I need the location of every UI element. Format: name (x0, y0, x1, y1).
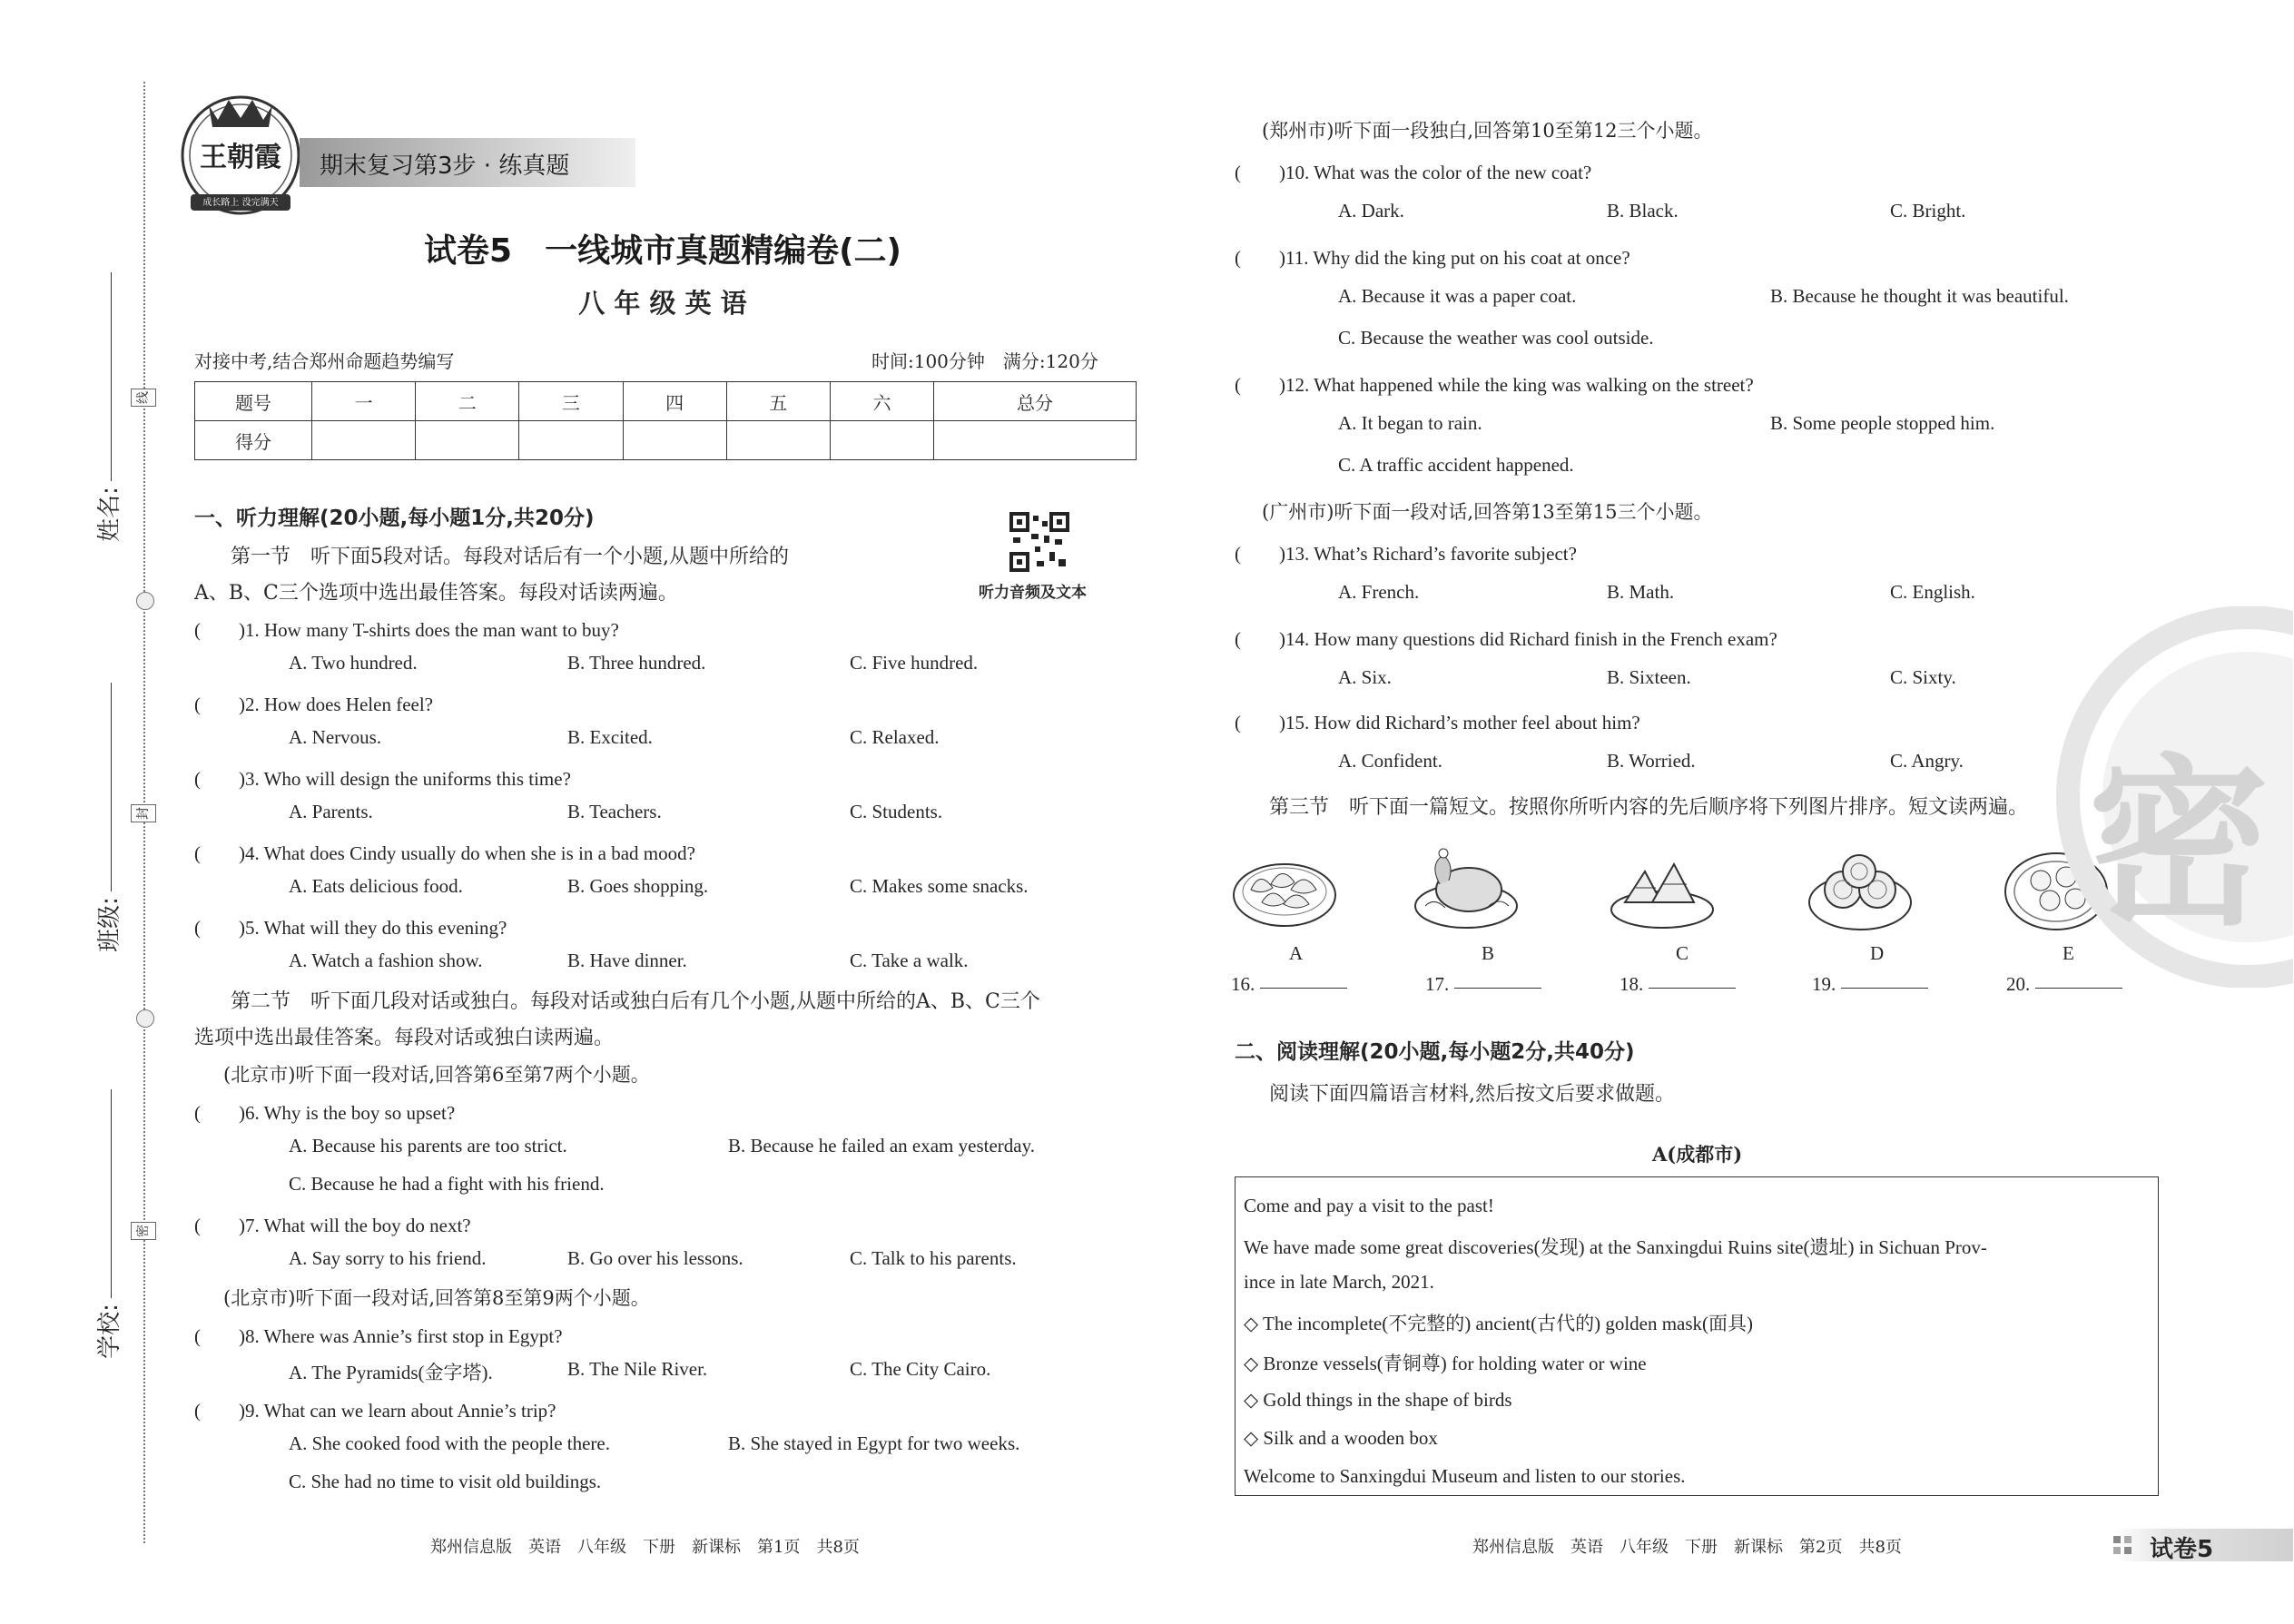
option-c[interactable]: C. Makes some snacks. (850, 875, 1029, 897)
option-c[interactable]: C. The City Cairo. (850, 1358, 991, 1380)
picture-label: A (1289, 942, 1304, 964)
score-table-header (195, 382, 1137, 421)
table-header-cell: 三 (519, 382, 623, 421)
section2-heading: 二、阅读理解(20小题,每小题2分,共40分) (1235, 1040, 1635, 1064)
option-a[interactable]: A. Two hundred. (289, 652, 418, 674)
question-1: ( )1. How many T-shirts does the man want to buy? (194, 619, 619, 641)
blank-line[interactable] (1260, 987, 1347, 989)
option-c[interactable]: C. A traffic accident happened. (1338, 454, 1574, 476)
section1-heading: 一、听力理解(20小题,每小题1分,共20分) (194, 507, 595, 530)
option-c[interactable]: C. Because the weather was cool outside. (1338, 327, 1654, 349)
option-c[interactable]: C. Five hundred. (850, 652, 979, 674)
option-a[interactable]: A. Watch a fashion show. (289, 950, 483, 971)
option-c[interactable]: C. Angry. (1890, 750, 1964, 772)
passage-line: Welcome to Sanxingdui Museum and listen to our stories. (1244, 1465, 1686, 1487)
part3-instruction: 第三节 听下面一篇短文。按照你所听内容的先后顺序将下列图片排序。短文读两遍。 (1269, 796, 2029, 819)
option-a[interactable]: A. Parents. (289, 801, 373, 822)
option-a[interactable]: A. She cooked food with the people there. (289, 1432, 610, 1454)
score-cell[interactable] (416, 421, 519, 460)
score-row-label: 得分 (195, 421, 312, 460)
banner-text: 期末复习第3步 · 练真题 (320, 153, 570, 180)
class-field[interactable] (111, 683, 112, 891)
question-14: ( )14. How many questions did Richard finish in the French exam? (1235, 628, 1777, 650)
question-8: ( )8. Where was Annie’s first stop in Egypt? (194, 1325, 563, 1347)
option-a[interactable]: A. Because it was a paper coat. (1338, 285, 1577, 307)
answer-number: 17. (1425, 973, 1450, 995)
option-c[interactable]: C. Take a walk. (850, 950, 969, 971)
score-cell[interactable] (519, 421, 623, 460)
section2-intro: 阅读下面四篇语言材料,然后按文后要求做题。 (1269, 1083, 1675, 1106)
footer-right: 郑州信息版 英语 八年级 下册 新课标 第2页 共8页 (1472, 1538, 1902, 1557)
answer-number: 16. (1231, 973, 1255, 995)
score-cell[interactable] (623, 421, 726, 460)
answer-number: 18. (1620, 973, 1644, 995)
picture-label: B (1482, 942, 1495, 964)
binding-mark-line: 线 (131, 389, 156, 407)
table-header-cell: 题号 (195, 382, 312, 421)
option-a[interactable]: A. Nervous. (289, 726, 382, 748)
part1-instruction-cont: A、B、C三个选项中选出最佳答案。每段对话读两遍。 (194, 582, 678, 605)
blank-line[interactable] (1454, 987, 1541, 989)
question-15: ( )15. How did Richard’s mother feel about him? (1235, 712, 1640, 733)
option-b[interactable]: B. Teachers. (567, 801, 662, 822)
table-header-cell: 一 (312, 382, 416, 421)
option-c[interactable]: C. Students. (850, 801, 943, 822)
option-c[interactable]: C. English. (1890, 581, 1975, 603)
score-row (195, 421, 1137, 460)
school-label: 学校: (95, 1304, 123, 1359)
answer-blank-19[interactable] (1812, 973, 1928, 996)
option-c[interactable]: C. Relaxed. (850, 726, 940, 748)
option-a[interactable]: A. Say sorry to his friend. (289, 1247, 487, 1269)
paper-subtitle: 八 年 级 英 语 (578, 288, 747, 319)
option-b[interactable]: B. Math. (1607, 581, 1675, 603)
zongzi-icon (1609, 837, 1716, 937)
table-header-cell: 二 (416, 382, 519, 421)
option-b[interactable]: B. Goes shopping. (567, 875, 709, 897)
option-c[interactable]: C. Bright. (1890, 200, 1966, 221)
question-5: ( )5. What will they do this evening? (194, 917, 507, 939)
question-7: ( )7. What will the boy do next? (194, 1215, 471, 1236)
picture-label: E (2063, 942, 2074, 964)
option-b[interactable]: B. Worried. (1607, 750, 1696, 772)
roast-chicken-icon (1413, 837, 1520, 937)
passage-title: A(成都市) (1652, 1143, 1743, 1166)
logo-text: 王朝霞 (200, 142, 281, 173)
part2-instruction: 第二节 听下面几段对话或独白。每段对话或独白后有几个小题,从题中所给的A、B、C三个 (231, 990, 1040, 1013)
name-field[interactable] (111, 272, 112, 481)
logo-subtext: 成长路上 没完满天 (202, 198, 279, 208)
option-b[interactable]: B. Have dinner. (567, 950, 687, 971)
passage-line: ◇ Bronze vessels(青铜尊) for holding water or wine (1244, 1353, 1647, 1374)
option-c[interactable]: C. She had no time to visit old buildings. (289, 1471, 602, 1492)
question-4: ( )4. What does Cindy usually do when she is in a bad mood? (194, 842, 695, 864)
passage-line: ◇ Silk and a wooden box (1244, 1427, 1438, 1449)
intro-13-15: (广州市)听下面一段对话,回答第13至第15三个小题。 (1262, 501, 1713, 523)
table-header-cell: 总分 (934, 382, 1137, 421)
blank-line[interactable] (1649, 987, 1736, 989)
option-c[interactable]: C. Because he had a fight with his friend. (289, 1173, 605, 1195)
binding-mark-seal: 封 (131, 804, 156, 822)
option-b[interactable]: B. Because he failed an exam yesterday. (728, 1135, 1035, 1156)
blank-line[interactable] (1841, 987, 1928, 989)
question-12: ( )12. What happened while the king was walking on the street? (1235, 374, 1754, 396)
option-b[interactable]: B. Sixteen. (1607, 666, 1691, 688)
intro-6-7: (北京市)听下面一段对话,回答第6至第7两个小题。 (223, 1064, 650, 1086)
part2-instruction-cont: 选项中选出最佳答案。每段对话或独白读两遍。 (194, 1027, 615, 1049)
answer-number: 20. (2006, 973, 2031, 995)
table-header-cell: 五 (726, 382, 830, 421)
option-b[interactable]: B. She stayed in Egypt for two weeks. (728, 1432, 1020, 1454)
class-label: 班级: (95, 897, 123, 952)
option-a[interactable]: A. It began to rain. (1338, 412, 1482, 434)
binding-mark-secret: 密 (131, 1222, 156, 1240)
answer-blank-17[interactable] (1425, 973, 1541, 996)
question-13: ( )13. What’s Richard’s favorite subject? (1235, 543, 1577, 565)
qr-code-icon[interactable] (1009, 512, 1069, 572)
answer-blank-16[interactable] (1231, 973, 1347, 996)
passage-line: ◇ The incomplete(不完整的) ancient(古代的) golden mask(面具) (1244, 1313, 1754, 1334)
question-10: ( )10. What was the color of the new coat? (1235, 162, 1592, 183)
option-b[interactable]: B. Go over his lessons. (567, 1247, 743, 1269)
option-b[interactable]: B. Excited. (567, 726, 653, 748)
score-table (194, 381, 1137, 460)
time-score: 时间:100分钟 满分:120分 (871, 350, 1098, 372)
part1-instruction: 第一节 听下面5段对话。每段对话后有一个小题,从题中所给的 (231, 546, 789, 568)
passage-line: We have made some great discoveries(发现) at the Sanxingdui Ruins site(遗址) in Sichuan Prov- (1244, 1236, 1987, 1258)
qr-caption: 听力音频及文本 (979, 584, 1087, 602)
question-9: ( )9. What can we learn about Annie’s trip? (194, 1400, 556, 1422)
option-b[interactable]: B. Black. (1607, 200, 1679, 221)
score-cell[interactable] (312, 421, 416, 460)
question-6: ( )6. Why is the boy so upset? (194, 1102, 456, 1124)
binding-hole (136, 592, 154, 610)
dots-icon (2112, 1532, 2137, 1558)
option-b[interactable]: B. Because he thought it was beautiful. (1770, 285, 2069, 307)
passage-line: Come and pay a visit to the past! (1244, 1195, 1494, 1216)
option-a[interactable]: A. The Pyramids(金字塔). (289, 1362, 493, 1383)
footer-left: 郑州信息版 英语 八年级 下册 新课标 第1页 共8页 (430, 1538, 860, 1557)
picture-label: C (1676, 942, 1689, 964)
option-b[interactable]: B. The Nile River. (567, 1358, 708, 1380)
option-c[interactable]: C. Talk to his parents. (850, 1247, 1017, 1269)
table-header-cell: 六 (830, 382, 933, 421)
option-b[interactable]: B. Some people stopped him. (1770, 412, 1995, 434)
name-label: 姓名: (95, 487, 123, 542)
option-a[interactable]: A. Dark. (1338, 200, 1404, 221)
option-a[interactable]: A. Eats delicious food. (289, 875, 463, 897)
option-a[interactable]: A. French. (1338, 581, 1420, 603)
option-c[interactable]: C. Sixty. (1890, 666, 1956, 688)
question-11: ( )11. Why did the king put on his coat at once? (1235, 247, 1630, 269)
answer-number: 19. (1812, 973, 1836, 995)
school-field[interactable] (111, 1089, 112, 1298)
option-b[interactable]: B. Three hundred. (567, 652, 706, 674)
score-cell[interactable] (726, 421, 830, 460)
table-header-cell: 四 (623, 382, 726, 421)
picture-label: D (1870, 942, 1885, 964)
paper-title: 试卷5 一线城市真题精编卷(二) (424, 232, 901, 270)
mooncakes-icon (1807, 837, 1914, 937)
binding-hole (136, 1009, 154, 1028)
question-2: ( )2. How does Helen feel? (194, 694, 433, 715)
option-a[interactable]: A. Six. (1338, 666, 1392, 688)
score-cell[interactable] (830, 421, 933, 460)
intro-10-12: (郑州市)听下面一段独白,回答第10至第12三个小题。 (1262, 120, 1713, 142)
meta-note: 对接中考,结合郑州命题趋势编写 (194, 350, 455, 372)
intro-8-9: (北京市)听下面一段对话,回答第8至第9两个小题。 (223, 1287, 650, 1309)
watermark-char: 密 (2088, 739, 2270, 950)
question-3: ( )3. Who will design the uniforms this time? (194, 768, 571, 790)
footer-tab-label: 试卷5 (2150, 1536, 2214, 1563)
score-cell[interactable] (934, 421, 1137, 460)
option-a[interactable]: A. Confident. (1338, 750, 1442, 772)
passage-line: ince in late March, 2021. (1244, 1271, 1434, 1293)
option-a[interactable]: A. Because his parents are too strict. (289, 1135, 567, 1156)
answer-blank-18[interactable] (1620, 973, 1736, 996)
dumplings-icon (1231, 837, 1338, 937)
passage-line: ◇ Gold things in the shape of birds (1244, 1389, 1512, 1411)
